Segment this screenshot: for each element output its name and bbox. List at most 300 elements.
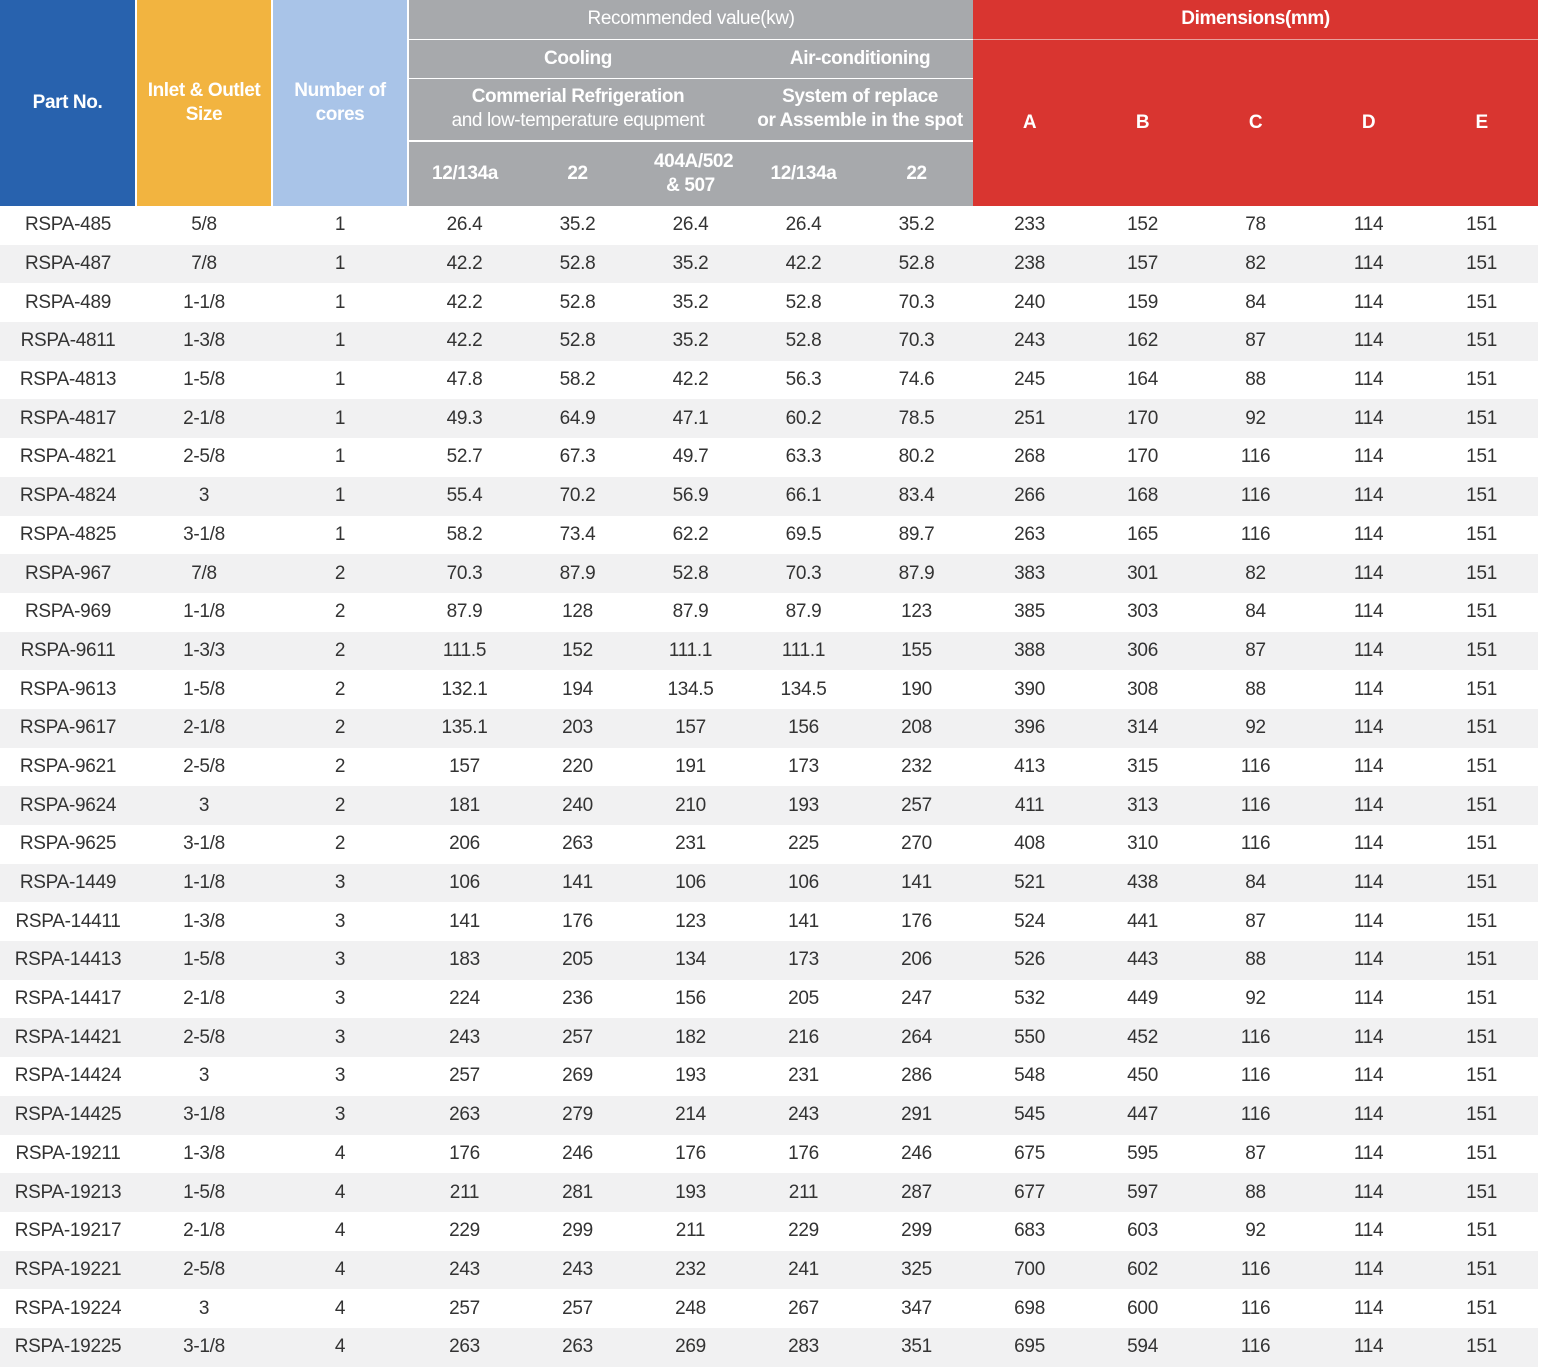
cell-inlet-size: 3: [136, 786, 272, 825]
table-row: [0, 283, 1538, 322]
cell-dim-c: 116: [1199, 1057, 1312, 1096]
table-row: [0, 786, 1538, 825]
cell-part-no: RSPA-4813: [0, 361, 136, 400]
cell-cool-12-134a: 26.4: [408, 206, 521, 245]
cell-cores: 3: [272, 1096, 408, 1135]
cell-cool-12-134a: 211: [408, 1173, 521, 1212]
cell-dim-a: 677: [973, 1173, 1086, 1212]
table-body: [0, 206, 1538, 1367]
cell-dim-d: 114: [1312, 980, 1425, 1019]
cell-dim-a: 238: [973, 245, 1086, 284]
cell-air-12-134a: 229: [747, 1212, 860, 1251]
cell-cool-12-134a: 224: [408, 980, 521, 1019]
cell-dim-d: 114: [1312, 1251, 1425, 1290]
header-cores-line1: Number of: [294, 80, 386, 101]
cell-cores: 1: [272, 477, 408, 516]
cell-cores: 2: [272, 554, 408, 593]
cell-cool-404a: 56.9: [634, 477, 747, 516]
cell-air-22: 190: [860, 670, 973, 709]
header-system-of-replace: [747, 78, 973, 141]
cell-cool-22: 240: [521, 786, 634, 825]
cell-cool-22: 87.9: [521, 554, 634, 593]
cell-dim-d: 114: [1312, 1212, 1425, 1251]
cell-cool-404a: 35.2: [634, 322, 747, 361]
cell-air-12-134a: 283: [747, 1328, 860, 1367]
cell-air-22: 141: [860, 864, 973, 903]
cell-dim-a: 245: [973, 361, 1086, 400]
header-ref-cooling-12-134a: 12/134a: [408, 141, 521, 206]
cell-air-12-134a: 70.3: [747, 554, 860, 593]
cell-cool-404a: 157: [634, 709, 747, 748]
cell-cool-12-134a: 206: [408, 825, 521, 864]
cell-dim-c: 88: [1199, 670, 1312, 709]
cell-dim-e: 151: [1425, 670, 1538, 709]
cell-dim-c: 116: [1199, 516, 1312, 555]
cell-dim-a: 521: [973, 864, 1086, 903]
cell-part-no: RSPA-487: [0, 245, 136, 284]
cell-air-22: 70.3: [860, 283, 973, 322]
cell-cool-12-134a: 47.8: [408, 361, 521, 400]
cell-air-22: 232: [860, 748, 973, 787]
cell-cool-22: 236: [521, 980, 634, 1019]
cell-dim-b: 438: [1086, 864, 1199, 903]
cell-cool-22: 64.9: [521, 399, 634, 438]
cell-cores: 4: [272, 1328, 408, 1367]
cell-cool-404a: 123: [634, 902, 747, 941]
cell-air-12-134a: 225: [747, 825, 860, 864]
cell-dim-b: 168: [1086, 477, 1199, 516]
cell-air-12-134a: 267: [747, 1289, 860, 1328]
cell-cool-404a: 231: [634, 825, 747, 864]
cell-dim-d: 114: [1312, 438, 1425, 477]
cell-cool-22: 67.3: [521, 438, 634, 477]
cell-cool-22: 263: [521, 825, 634, 864]
cell-dim-b: 447: [1086, 1096, 1199, 1135]
cell-cool-22: 194: [521, 670, 634, 709]
cell-cool-22: 220: [521, 748, 634, 787]
cell-dim-a: 408: [973, 825, 1086, 864]
cell-dim-a: 268: [973, 438, 1086, 477]
cell-dim-d: 114: [1312, 593, 1425, 632]
header-ref-cooling-404a: 404A/502 & 507: [634, 141, 747, 206]
header-dim-a: A: [973, 39, 1086, 206]
header-recommended-value: Recommended value(kw): [408, 0, 973, 39]
cell-cool-404a: 87.9: [634, 593, 747, 632]
cell-dim-a: 545: [973, 1096, 1086, 1135]
cell-cool-12-134a: 135.1: [408, 709, 521, 748]
cell-cores: 1: [272, 438, 408, 477]
cell-dim-d: 114: [1312, 825, 1425, 864]
cell-cool-12-134a: 58.2: [408, 516, 521, 555]
cell-air-22: 270: [860, 825, 973, 864]
cell-dim-c: 116: [1199, 748, 1312, 787]
header-cores-line2: cores: [315, 104, 365, 125]
cell-dim-b: 162: [1086, 322, 1199, 361]
cell-cool-404a: 232: [634, 1251, 747, 1290]
cell-dim-d: 114: [1312, 864, 1425, 903]
cell-cool-22: 205: [521, 941, 634, 980]
cell-dim-c: 88: [1199, 1173, 1312, 1212]
cell-dim-b: 602: [1086, 1251, 1199, 1290]
cell-cool-22: 52.8: [521, 322, 634, 361]
cell-dim-a: 526: [973, 941, 1086, 980]
cell-dim-c: 92: [1199, 980, 1312, 1019]
cell-inlet-size: 7/8: [136, 245, 272, 284]
cell-air-12-134a: 87.9: [747, 593, 860, 632]
cell-cool-22: 70.2: [521, 477, 634, 516]
cell-cool-404a: 191: [634, 748, 747, 787]
cell-dim-e: 151: [1425, 322, 1538, 361]
cell-cool-22: 243: [521, 1251, 634, 1290]
cell-cool-404a: 106: [634, 864, 747, 903]
cell-dim-a: 698: [973, 1289, 1086, 1328]
cell-dim-b: 170: [1086, 438, 1199, 477]
cell-cores: 1: [272, 399, 408, 438]
cell-dim-b: 308: [1086, 670, 1199, 709]
cell-air-12-134a: 156: [747, 709, 860, 748]
cell-cool-12-134a: 55.4: [408, 477, 521, 516]
cell-dim-d: 114: [1312, 245, 1425, 284]
cell-cores: 4: [272, 1212, 408, 1251]
cell-cool-404a: 47.1: [634, 399, 747, 438]
cell-dim-c: 116: [1199, 786, 1312, 825]
cell-cool-404a: 35.2: [634, 283, 747, 322]
cell-air-12-134a: 141: [747, 902, 860, 941]
cell-dim-e: 151: [1425, 1289, 1538, 1328]
cell-dim-d: 114: [1312, 902, 1425, 941]
cell-air-22: 83.4: [860, 477, 973, 516]
cell-inlet-size: 1-5/8: [136, 1173, 272, 1212]
cell-dim-d: 114: [1312, 1328, 1425, 1367]
cell-inlet-size: 2-1/8: [136, 1212, 272, 1251]
cell-part-no: RSPA-485: [0, 206, 136, 245]
cell-dim-a: 243: [973, 322, 1086, 361]
cell-air-22: 123: [860, 593, 973, 632]
cell-cool-22: 52.8: [521, 283, 634, 322]
cell-cool-12-134a: 257: [408, 1057, 521, 1096]
cell-dim-e: 151: [1425, 516, 1538, 555]
table-row: [0, 477, 1538, 516]
cell-dim-d: 114: [1312, 206, 1425, 245]
table-row: [0, 1173, 1538, 1212]
cell-cool-12-134a: 42.2: [408, 283, 521, 322]
cell-dim-e: 151: [1425, 477, 1538, 516]
cell-dim-a: 233: [973, 206, 1086, 245]
cell-dim-c: 84: [1199, 864, 1312, 903]
cell-part-no: RSPA-489: [0, 283, 136, 322]
cell-part-no: RSPA-969: [0, 593, 136, 632]
cell-dim-d: 114: [1312, 554, 1425, 593]
table-row: [0, 709, 1538, 748]
cell-cores: 4: [272, 1251, 408, 1290]
cell-cool-404a: 248: [634, 1289, 747, 1328]
cell-part-no: RSPA-19221: [0, 1251, 136, 1290]
cell-air-12-134a: 56.3: [747, 361, 860, 400]
cell-cool-22: 58.2: [521, 361, 634, 400]
cell-inlet-size: 1-1/8: [136, 283, 272, 322]
cell-air-12-134a: 26.4: [747, 206, 860, 245]
cell-dim-e: 151: [1425, 1018, 1538, 1057]
cell-air-12-134a: 216: [747, 1018, 860, 1057]
cell-dim-c: 92: [1199, 399, 1312, 438]
cell-air-22: 176: [860, 902, 973, 941]
cell-air-22: 257: [860, 786, 973, 825]
cell-cool-12-134a: 263: [408, 1328, 521, 1367]
cell-dim-a: 413: [973, 748, 1086, 787]
cell-dim-e: 151: [1425, 709, 1538, 748]
table-row: [0, 361, 1538, 400]
cell-dim-b: 450: [1086, 1057, 1199, 1096]
cell-part-no: RSPA-4821: [0, 438, 136, 477]
cell-cool-12-134a: 42.2: [408, 322, 521, 361]
cell-dim-e: 151: [1425, 1057, 1538, 1096]
cell-air-22: 70.3: [860, 322, 973, 361]
table-row: [0, 864, 1538, 903]
cell-dim-d: 114: [1312, 786, 1425, 825]
table-row: [0, 554, 1538, 593]
cell-cool-22: 203: [521, 709, 634, 748]
header-number-of-cores: [272, 0, 408, 206]
cell-dim-e: 151: [1425, 1135, 1538, 1174]
cell-part-no: RSPA-4817: [0, 399, 136, 438]
cell-dim-c: 88: [1199, 941, 1312, 980]
cell-cores: 3: [272, 980, 408, 1019]
cell-cool-22: 35.2: [521, 206, 634, 245]
cell-cool-404a: 134.5: [634, 670, 747, 709]
cell-cool-404a: 214: [634, 1096, 747, 1135]
header-ref-cooling-22: 22: [521, 141, 634, 206]
cell-dim-e: 151: [1425, 361, 1538, 400]
header-dim-c: C: [1199, 39, 1312, 206]
cell-cool-12-134a: 181: [408, 786, 521, 825]
cell-cores: 2: [272, 748, 408, 787]
cell-inlet-size: 3: [136, 1289, 272, 1328]
cell-dim-c: 87: [1199, 322, 1312, 361]
header-dim-b: B: [1086, 39, 1199, 206]
header-system-line1: System of replace: [782, 86, 938, 108]
cell-dim-a: 548: [973, 1057, 1086, 1096]
cell-dim-c: 116: [1199, 825, 1312, 864]
cell-dim-d: 114: [1312, 1173, 1425, 1212]
cell-inlet-size: 2-5/8: [136, 748, 272, 787]
cell-cool-12-134a: 87.9: [408, 593, 521, 632]
table-row: [0, 1289, 1538, 1328]
cell-dim-e: 151: [1425, 864, 1538, 903]
cell-dim-d: 114: [1312, 516, 1425, 555]
cell-dim-b: 159: [1086, 283, 1199, 322]
cell-cool-404a: 52.8: [634, 554, 747, 593]
header-cooling: Cooling: [408, 39, 747, 78]
cell-dim-b: 310: [1086, 825, 1199, 864]
table-header: [0, 0, 1538, 206]
table-row: [0, 206, 1538, 245]
cell-inlet-size: 1-3/8: [136, 322, 272, 361]
table-row: [0, 670, 1538, 709]
table-row: [0, 632, 1538, 671]
cell-dim-a: 388: [973, 632, 1086, 671]
cell-dim-e: 151: [1425, 902, 1538, 941]
cell-air-12-134a: 66.1: [747, 477, 860, 516]
cell-part-no: RSPA-19213: [0, 1173, 136, 1212]
cell-inlet-size: 1-5/8: [136, 941, 272, 980]
cell-dim-b: 443: [1086, 941, 1199, 980]
cell-part-no: RSPA-9613: [0, 670, 136, 709]
cell-air-22: 87.9: [860, 554, 973, 593]
header-inlet-line2: Size: [185, 104, 223, 125]
cell-dim-d: 114: [1312, 361, 1425, 400]
cell-dim-e: 151: [1425, 283, 1538, 322]
cell-cool-404a: 62.2: [634, 516, 747, 555]
cell-cool-12-134a: 70.3: [408, 554, 521, 593]
cell-air-12-134a: 52.8: [747, 322, 860, 361]
cell-dim-c: 116: [1199, 1328, 1312, 1367]
cell-dim-a: 695: [973, 1328, 1086, 1367]
cell-air-22: 80.2: [860, 438, 973, 477]
cell-dim-e: 151: [1425, 825, 1538, 864]
cell-part-no: RSPA-967: [0, 554, 136, 593]
cell-dim-c: 84: [1199, 593, 1312, 632]
cell-cores: 1: [272, 245, 408, 284]
cell-dim-a: 532: [973, 980, 1086, 1019]
cell-cores: 2: [272, 670, 408, 709]
cell-part-no: RSPA-19211: [0, 1135, 136, 1174]
cell-air-22: 287: [860, 1173, 973, 1212]
cell-part-no: RSPA-19225: [0, 1328, 136, 1367]
cell-cool-12-134a: 49.3: [408, 399, 521, 438]
cell-inlet-size: 5/8: [136, 206, 272, 245]
cell-dim-d: 114: [1312, 283, 1425, 322]
cell-inlet-size: 1-5/8: [136, 361, 272, 400]
cell-inlet-size: 1-3/8: [136, 1135, 272, 1174]
cell-dim-a: 550: [973, 1018, 1086, 1057]
cell-air-12-134a: 52.8: [747, 283, 860, 322]
cell-air-12-134a: 243: [747, 1096, 860, 1135]
cell-dim-d: 114: [1312, 632, 1425, 671]
cell-dim-c: 116: [1199, 1096, 1312, 1135]
cell-dim-a: 675: [973, 1135, 1086, 1174]
header-commercial-refrigeration: [408, 78, 747, 141]
cell-dim-c: 116: [1199, 1289, 1312, 1328]
cell-dim-c: 116: [1199, 1251, 1312, 1290]
cell-dim-a: 390: [973, 670, 1086, 709]
cell-dim-e: 151: [1425, 1096, 1538, 1135]
cell-cores: 1: [272, 361, 408, 400]
table-row: [0, 941, 1538, 980]
cell-inlet-size: 3-1/8: [136, 825, 272, 864]
cell-dim-c: 88: [1199, 361, 1312, 400]
cell-inlet-size: 1-3/8: [136, 902, 272, 941]
cell-dim-c: 92: [1199, 709, 1312, 748]
cell-dim-b: 314: [1086, 709, 1199, 748]
cell-cool-22: 152: [521, 632, 634, 671]
cell-cool-12-134a: 157: [408, 748, 521, 787]
cell-cool-12-134a: 257: [408, 1289, 521, 1328]
cell-inlet-size: 2-5/8: [136, 1251, 272, 1290]
cell-dim-c: 116: [1199, 1018, 1312, 1057]
cell-cores: 4: [272, 1135, 408, 1174]
cell-cool-12-134a: 263: [408, 1096, 521, 1135]
cell-cores: 1: [272, 206, 408, 245]
cell-dim-a: 251: [973, 399, 1086, 438]
cell-inlet-size: 1-1/8: [136, 864, 272, 903]
cell-air-22: 347: [860, 1289, 973, 1328]
cell-dim-b: 449: [1086, 980, 1199, 1019]
cell-part-no: RSPA-14413: [0, 941, 136, 980]
cell-inlet-size: 3-1/8: [136, 1096, 272, 1135]
table-row: [0, 1018, 1538, 1057]
cell-cool-22: 279: [521, 1096, 634, 1135]
cell-inlet-size: 7/8: [136, 554, 272, 593]
table-row: [0, 1251, 1538, 1290]
cell-dim-b: 157: [1086, 245, 1199, 284]
cell-cores: 4: [272, 1173, 408, 1212]
cell-dim-b: 165: [1086, 516, 1199, 555]
cell-dim-e: 151: [1425, 748, 1538, 787]
header-system-line2: or Assemble in the spot: [757, 110, 963, 132]
cell-dim-c: 84: [1199, 283, 1312, 322]
cell-cores: 1: [272, 322, 408, 361]
header-air-conditioning: Air-conditioning: [747, 39, 973, 78]
cell-cool-22: 269: [521, 1057, 634, 1096]
cell-inlet-size: 2-1/8: [136, 980, 272, 1019]
cell-air-12-134a: 173: [747, 941, 860, 980]
cell-part-no: RSPA-4825: [0, 516, 136, 555]
cell-dim-a: 263: [973, 516, 1086, 555]
cell-air-22: 286: [860, 1057, 973, 1096]
header-ref-air-12-134a: 12/134a: [747, 141, 860, 206]
cell-dim-d: 114: [1312, 322, 1425, 361]
cell-inlet-size: 1-3/3: [136, 632, 272, 671]
cell-part-no: RSPA-19224: [0, 1289, 136, 1328]
table-row: [0, 980, 1538, 1019]
cell-cores: 2: [272, 825, 408, 864]
cell-dim-b: 603: [1086, 1212, 1199, 1251]
cell-dim-d: 114: [1312, 1057, 1425, 1096]
cell-dim-c: 116: [1199, 438, 1312, 477]
cell-air-12-134a: 173: [747, 748, 860, 787]
cell-cool-12-134a: 111.5: [408, 632, 521, 671]
cell-air-12-134a: 241: [747, 1251, 860, 1290]
cell-dim-b: 452: [1086, 1018, 1199, 1057]
cell-part-no: RSPA-19217: [0, 1212, 136, 1251]
cell-part-no: RSPA-9611: [0, 632, 136, 671]
cell-air-22: 264: [860, 1018, 973, 1057]
cell-dim-e: 151: [1425, 786, 1538, 825]
cell-cool-12-134a: 106: [408, 864, 521, 903]
cell-cool-404a: 210: [634, 786, 747, 825]
cell-cool-404a: 176: [634, 1135, 747, 1174]
cell-dim-d: 114: [1312, 748, 1425, 787]
cell-air-22: 247: [860, 980, 973, 1019]
cell-part-no: RSPA-14425: [0, 1096, 136, 1135]
cell-cores: 1: [272, 516, 408, 555]
cell-air-22: 89.7: [860, 516, 973, 555]
cell-cool-404a: 42.2: [634, 361, 747, 400]
cell-air-22: 35.2: [860, 206, 973, 245]
header-inlet-line1: Inlet & Outlet: [147, 80, 261, 101]
cell-inlet-size: 1-1/8: [136, 593, 272, 632]
cell-cool-22: 299: [521, 1212, 634, 1251]
cell-cool-22: 52.8: [521, 245, 634, 284]
cell-cool-12-134a: 183: [408, 941, 521, 980]
cell-dim-d: 114: [1312, 941, 1425, 980]
cell-inlet-size: 2-5/8: [136, 1018, 272, 1057]
cell-cool-12-134a: 132.1: [408, 670, 521, 709]
cell-cool-12-134a: 176: [408, 1135, 521, 1174]
cell-air-12-134a: 193: [747, 786, 860, 825]
cell-air-12-134a: 63.3: [747, 438, 860, 477]
cell-cool-22: 263: [521, 1328, 634, 1367]
